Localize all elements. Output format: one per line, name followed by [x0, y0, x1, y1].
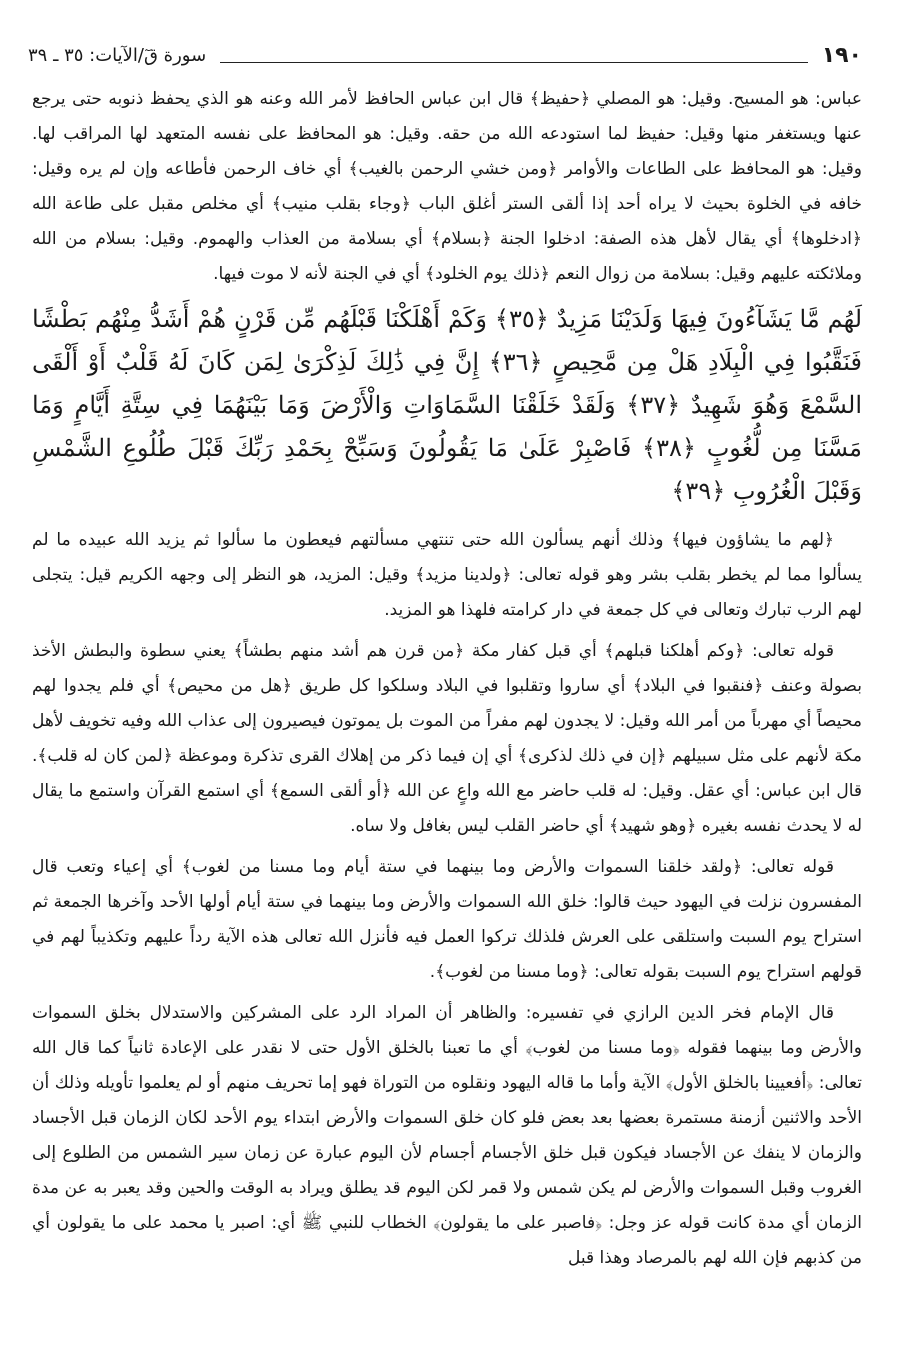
surah-reference: سورة قٓ/الآيات: ٣٥ ـ ٣٩ [28, 44, 207, 66]
header-rule [220, 62, 808, 63]
page-number: ١٩٠ [821, 42, 862, 68]
quran-verses: لَهُم مَّا يَشَآءُونَ فِيهَا وَلَدَيْنَا مَزِيدٌ ﴿٣٥﴾ وَكَمْ أَهْلَكْنَا قَبْلَهُم مِّن قَرْنٍ هُمْ أَشَدُّ مِنْهُم بَطْشًا فَنَقَّبُوا فِي الْبِلَادِ هَلْ مِن مَّحِيصٍ ﴿٣٦﴾ إِنَّ فِي ذَٰلِكَ لَذِكْرَىٰ لِمَن كَانَ لَهُ قَلْبٌ أَوْ أَلْقَى السَّمْعَ وَهُوَ شَهِيدٌ ﴿٣٧﴾ وَلَقَدْ خَلَقْنَا السَّمَاوَاتِ وَالْأَرْضَ وَمَا بَيْنَهُمَا فِي سِتَّةِ أَيَّامٍ وَمَا مَسَّنَا مِن لُّغُوبٍ ﴿٣٨﴾ فَاصْبِرْ عَلَىٰ مَا يَقُولُونَ وَسَبِّحْ بِحَمْدِ رَبِّكَ قَبْلَ طُلُوعِ الشَّمْسِ وَقَبْلَ الْغُرُوبِ ﴿٣٩﴾ [32, 305, 863, 505]
commentary-paragraph: قال الإمام فخر الدين الرازي في تفسيره: والظاهر أن المراد الرد على المشركين والاستدلال بخلق السموات والأرض وما بينهما فقوله ﴿وما مسنا من لغوب﴾ أي ما تعبنا بالخلق الأول حتى لا نقدر على الإعادة ثانياً كما قال الله تعالى: ﴿أفعيينا بالخلق الأول﴾ الآية وأما ما قاله اليهود ونقلوه من التوراة فهو إما تحريف منهم أو لم يعلموا تأويله وذلك أن الأحد والاثنين أزمنة مستمرة بعضها بعد بعض فلو كان خلق السموات والأرض ابتداء يوم الأحد لكان الزمان قبل الأجساد والزمان لا ينفك عن الأجساد فيكون قبل خلق الأجسام أجسام لأن اليوم عبارة عن زمان سير الشمس من الطلوع إلى الغروب وقبل السموات والأرض لم يكن شمس ولا قمر لكن اليوم قد يطلق ويراد به الوقت والحين وقد يعبر به عن مدة الزمان أي مدة كانت قوله عز وجل: ﴿فاصبر على ما يقولون﴾ الخطاب للنبي ﷺ أي: اصبر يا محمد على ما يقولون أي من كذبهم فإن الله لهم بالمرصاد وهذا قبل [32, 1003, 862, 1268]
page-header [28, 38, 862, 72]
page-body [32, 82, 862, 1282]
commentary-paragraph: ﴿لهم ما يشاؤون فيها﴾ وذلك أنهم يسألون الله حتى تنتهي مسألتهم فيعطون ما سألوا ثم يزيد الله عبيده ما لم يسألوا مما لم يخطر بقلب بشر وهو قوله تعالى: ﴿ولدينا مزيد﴾ وقيل: المزيد، هو النظر إلى وجهه الكريم قيل: يتجلى لهم الرب تبارك وتعالى في كل جمعة في دار كرامته فلهذا هو المزيد. [32, 530, 862, 620]
commentary-paragraph: قوله تعالى: ﴿ولقد خلقنا السموات والأرض وما بينهما في ستة أيام وما مسنا من لغوب﴾ أي إعياء وتعب قال المفسرون نزلت في اليهود حيث قالوا: خلق الله السموات والأرض وما بينهما في ستة أيام أولها الأحد وآخرها الجمعة ثم استراح يوم السبت واستلقى على العرش فلذلك تركوا العمل فيه فأنزل الله تعالى هذه الآية رداً عليهم وتكذيباً لهم في قولهم استراح يوم السبت بقوله تعالى: ﴿وما مسنا من لغوب﴾. [32, 857, 862, 982]
commentary-paragraph: قوله تعالى: ﴿وكم أهلكنا قبلهم﴾ أي قبل كفار مكة ﴿من قرن هم أشد منهم بطشاً﴾ يعني سطوة والبطش الأخذ بصولة وعنف ﴿فنقبوا في البلاد﴾ أي ساروا وتقلبوا في البلاد وسلكوا كل طريق ﴿هل من محيص﴾ أي فلم يجدوا لهم محيصاً أي مهرباً من أمر الله وقيل: لا يجدون لهم مفراً من الموت بل يموتون فيصيرون إلى عذاب الله وفيه تخويف لأهل مكة لأنهم على مثل سبيلهم ﴿إن في ذلك لذكرى﴾ أي إن فيما ذكر من إهلاك القرى تذكرة وموعظة ﴿لمن كان له قلب﴾. قال ابن عباس: أي عقل. وقيل: له قلب حاضر مع الله واعٍ عن الله ﴿أو ألقى السمع﴾ أي استمع القرآن واستمع ما يقال له لا يحدث نفسه بغيره ﴿وهو شهيد﴾ أي حاضر القلب ليس بغافل ولا ساه. [32, 641, 862, 836]
commentary-paragraph: عباس: هو المسيح. وقيل: هو المصلي ﴿حفيظ﴾ قال ابن عباس الحافظ لأمر الله وعنه هو الذي يحفظ ذنوبه حتى يرجع عنها ويستغفر منها وقيل: حفيظ لما استودعه الله من حقه. وقيل: هو المحافظ على نفسه المتعهد لها المراقب لها. وقيل: هو المحافظ على الطاعات والأوامر ﴿ومن خشي الرحمن بالغيب﴾ أي خاف الرحمن فأطاعه وإن لم يره وقيل: خافه في الخلوة بحيث لا يراه أحد إذا ألقى الستر أغلق الباب ﴿وجاء بقلب منيب﴾ أي مخلص مقبل على طاعة الله ﴿ادخلوها﴾ أي يقال لأهل هذه الصفة: ادخلوا الجنة ﴿بسلام﴾ أي بسلامة من العذاب والهموم. وقيل: بسلام من الله وملائكته عليهم وقيل: بسلامة من زوال النعم ﴿ذلك يوم الخلود﴾ أي في الجنة لأنه لا موت فيها. [32, 89, 862, 284]
